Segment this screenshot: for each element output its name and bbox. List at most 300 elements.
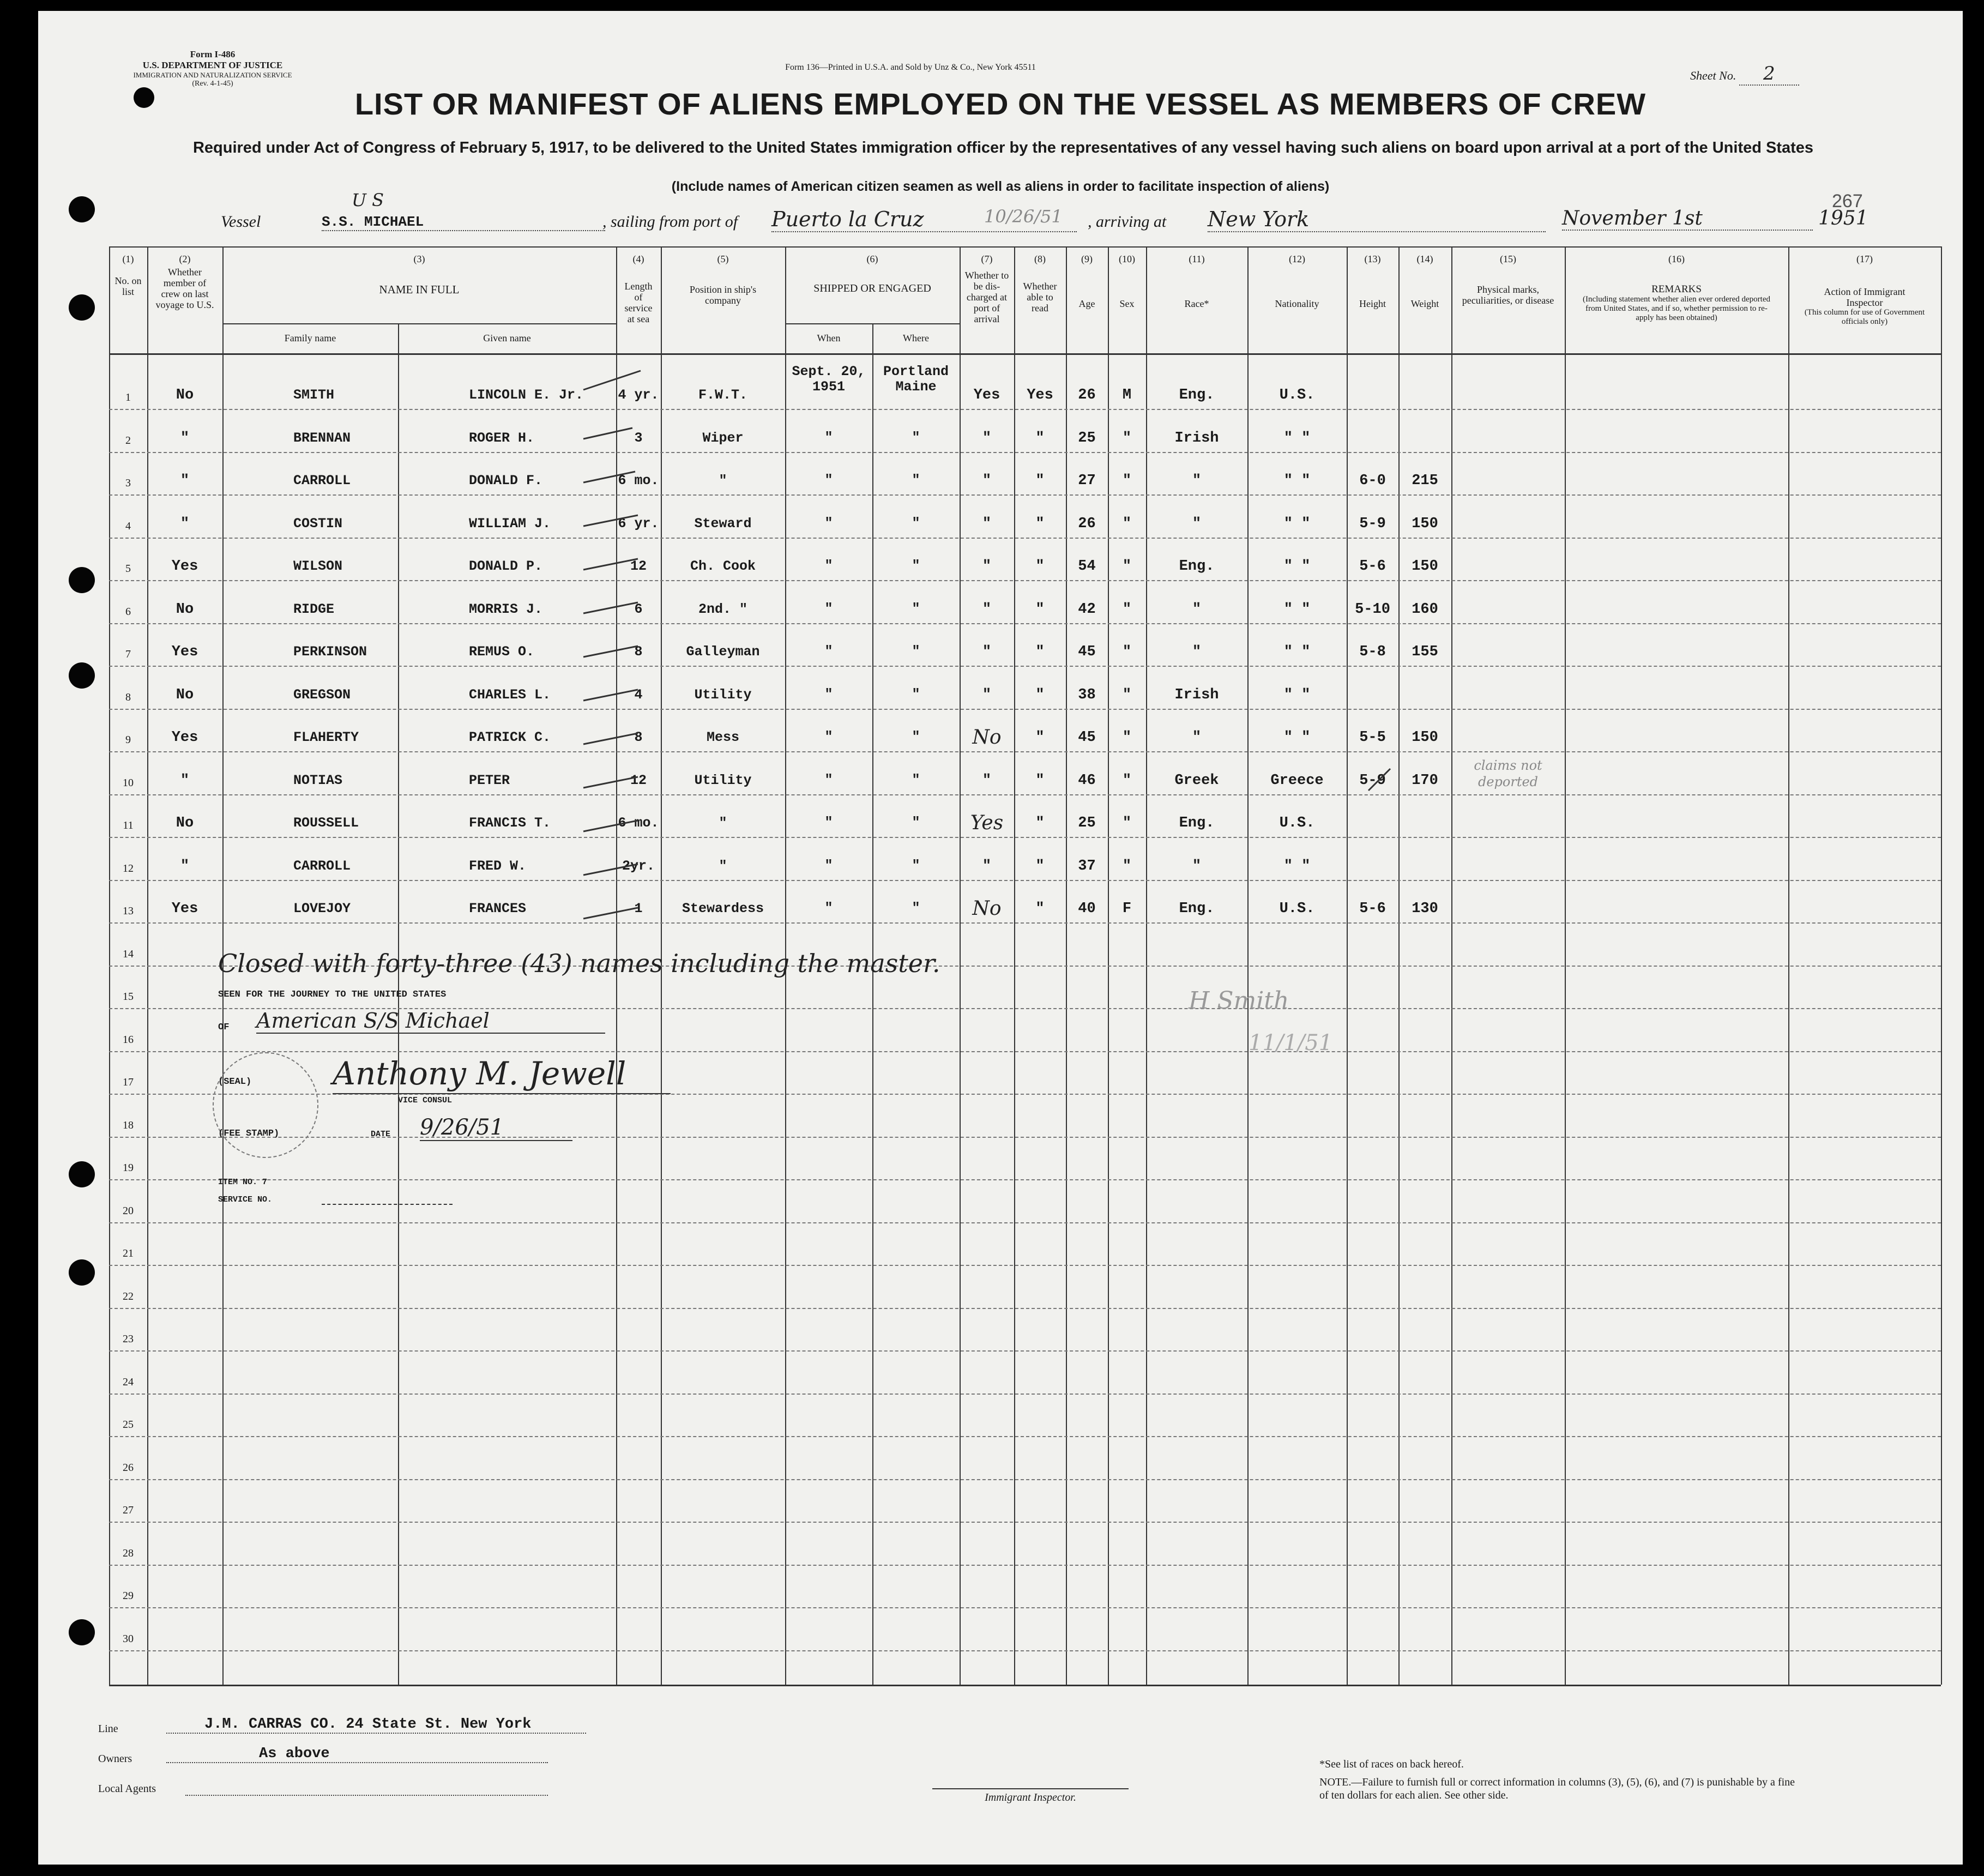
- row-number: 16: [123, 1033, 134, 1046]
- cell-crew: Yes: [171, 729, 198, 746]
- cell-race: ": [1192, 858, 1202, 874]
- cell-nationality: U.S.: [1279, 901, 1315, 917]
- cell-age: 27: [1078, 473, 1096, 489]
- cell-when: ": [824, 857, 833, 873]
- row-number: 6: [125, 605, 131, 618]
- cell-where: ": [912, 815, 920, 830]
- sheet-number: 2: [1739, 63, 1799, 86]
- cell-nationality: " ": [1283, 558, 1311, 575]
- cell-nationality: " ": [1283, 515, 1311, 532]
- col-num: (11): [1189, 254, 1205, 264]
- of-value: American S/S Michael: [256, 1009, 605, 1034]
- col-label: Sex: [1119, 298, 1135, 309]
- cell-sex: ": [1122, 729, 1132, 746]
- cell-discharged: ": [982, 473, 992, 489]
- cell-discharged: ": [982, 515, 992, 532]
- include-note: (Include names of American citizen seamen as well as aliens in order to facilitate inspection of aliens): [671, 179, 1330, 194]
- cell-where: ": [912, 515, 920, 531]
- signature-line: [333, 1093, 671, 1094]
- cell-family: CARROLL: [293, 473, 351, 488]
- row-number: 4: [125, 520, 131, 532]
- cell-discharged: No: [972, 726, 1002, 749]
- cell-when: ": [824, 515, 833, 531]
- cell-read: ": [1035, 558, 1045, 575]
- cell-crew: ": [180, 515, 190, 532]
- row-number: 2: [125, 434, 131, 447]
- cell-read: ": [1035, 686, 1045, 703]
- tick-marks: [38, 11, 1963, 1701]
- cell-discharged: Yes: [973, 387, 1000, 403]
- cell-nationality: " ": [1283, 729, 1311, 746]
- row-number: 21: [123, 1247, 134, 1259]
- cell-nationality: " ": [1283, 644, 1311, 660]
- cell-race: Eng.: [1179, 558, 1215, 575]
- col-num: (5): [717, 254, 729, 264]
- cell-sex: ": [1122, 558, 1132, 575]
- stamp-number: 267: [1832, 191, 1863, 212]
- tick-mark: [583, 515, 638, 526]
- cell-discharged: ": [982, 430, 992, 447]
- cell-read: ": [1035, 515, 1045, 532]
- tick-mark: [583, 559, 638, 570]
- inspector-line: [932, 1788, 1129, 1789]
- row-number: 15: [123, 991, 134, 1003]
- cell-given: ROGER H.: [469, 430, 535, 446]
- col-label: Whether to be dis-charged at port of arrival: [964, 270, 1009, 324]
- col-num: (6): [866, 254, 878, 264]
- cell-sex: ": [1122, 601, 1132, 618]
- cell-read: Yes: [1027, 387, 1053, 403]
- col-sub-family: Family name: [284, 333, 336, 343]
- cell-given: PATRICK C.: [469, 729, 551, 745]
- col-label: NAME IN FULL: [379, 283, 460, 296]
- row-number: 23: [123, 1333, 134, 1345]
- cell-race: ": [1192, 515, 1202, 532]
- row-number: 8: [125, 691, 131, 703]
- tick-mark: [583, 821, 638, 831]
- cell-when: ": [824, 429, 833, 445]
- cell-discharged: No: [972, 897, 1002, 920]
- cell-read: ": [1035, 473, 1045, 489]
- col-label: Length of service at sea: [624, 281, 653, 324]
- cell-crew: No: [176, 387, 194, 403]
- cell-nationality: " ": [1283, 430, 1311, 447]
- owners-value: As above: [166, 1746, 548, 1763]
- cell-read: ": [1035, 644, 1045, 660]
- cell-where: ": [912, 643, 920, 659]
- cell-given: DONALD P.: [469, 558, 543, 574]
- vessel-label: Vessel: [221, 213, 261, 231]
- cell-service: 6 yr.: [618, 515, 659, 532]
- cell-age: 25: [1078, 815, 1096, 831]
- cell-race: Irish: [1174, 430, 1219, 447]
- col-label: Whether member of crew on last voyage to U.S.: [155, 267, 214, 310]
- col-num: (13): [1364, 254, 1381, 264]
- cell-when: ": [824, 771, 833, 788]
- arrival-date: November 1st: [1562, 207, 1813, 231]
- arriving-label: , arriving at: [1088, 213, 1167, 231]
- cell-where: ": [912, 429, 920, 445]
- tick-mark: [583, 602, 638, 613]
- cell-when: ": [824, 729, 833, 745]
- cell-when: ": [824, 643, 833, 659]
- cell-race: ": [1192, 601, 1202, 618]
- cell-when: Sept. 20, 1951: [792, 364, 866, 395]
- date-label: DATE: [371, 1130, 391, 1139]
- cell-family: LOVEJOY: [293, 901, 351, 916]
- cell-given: DONALD F.: [469, 473, 543, 488]
- col-label: Race*: [1184, 298, 1209, 309]
- printer-line: Form 136—Printed in U.S.A. and Sold by Unz & Co., New York 45511: [785, 63, 1036, 72]
- row-number: 22: [123, 1290, 134, 1302]
- cell-crew: ": [180, 430, 190, 447]
- row-number: 13: [123, 905, 134, 917]
- fee-stamp-label: (FEE STAMP): [218, 1129, 280, 1139]
- row-number: 17: [123, 1076, 134, 1088]
- line-label: Line: [98, 1723, 118, 1735]
- cell-family: COSTIN: [293, 515, 343, 532]
- cell-family: CARROLL: [293, 858, 351, 874]
- cell-crew: Yes: [171, 644, 198, 660]
- col-label: No. on list: [114, 275, 142, 297]
- cell-crew: Yes: [171, 558, 198, 575]
- cell-sex: F: [1122, 901, 1132, 917]
- cell-age: 38: [1078, 686, 1096, 703]
- cell-position: Mess: [706, 729, 739, 745]
- col-num: (2): [179, 254, 191, 264]
- line-value: J.M. CARRAS CO. 24 State St. New York: [166, 1716, 586, 1734]
- cell-service: 12: [630, 558, 647, 574]
- row-number: 24: [123, 1376, 134, 1388]
- cell-discharged: ": [982, 858, 992, 874]
- cell-race: Eng.: [1179, 901, 1215, 917]
- cell-sex: ": [1122, 515, 1132, 532]
- row-number: 10: [123, 776, 134, 789]
- cell-family: RIDGE: [293, 601, 335, 617]
- cell-age: 46: [1078, 772, 1096, 789]
- vessel-annotation: U S: [352, 190, 384, 210]
- tick-mark: [583, 733, 638, 744]
- agents-line: [185, 1795, 548, 1796]
- cell-weight: 150: [1412, 558, 1438, 575]
- cell-nationality: U.S.: [1279, 815, 1315, 831]
- cell-given: PETER: [469, 772, 510, 788]
- item-label: ITEM NO. 7: [218, 1178, 268, 1187]
- col-num: (8): [1034, 254, 1046, 264]
- cell-race: ": [1192, 473, 1202, 489]
- col-num: (16): [1668, 254, 1685, 264]
- consul-seal: [213, 1052, 318, 1158]
- cell-height: 5-9: [1359, 515, 1386, 532]
- cell-age: 45: [1078, 644, 1096, 660]
- cell-race: Eng.: [1179, 387, 1215, 403]
- cell-discharged: ": [982, 644, 992, 660]
- cell-read: ": [1035, 729, 1045, 746]
- row-number: 5: [125, 563, 131, 575]
- arriving-port: New York: [1208, 207, 1546, 232]
- cell-race: Irish: [1174, 686, 1219, 703]
- sailing-port: Puerto la Cruz: [771, 207, 1077, 232]
- cell-height: 5-8: [1359, 644, 1386, 660]
- cell-position: Galleyman: [686, 644, 760, 660]
- cell-discharged: ": [982, 686, 992, 703]
- cell-height: 5-6: [1359, 901, 1386, 917]
- cell-service: 8: [634, 644, 643, 660]
- col-label: Nationality: [1275, 298, 1319, 309]
- closed-note: Closed with forty-three (43) names including the master.: [218, 949, 940, 978]
- cell-age: 26: [1078, 515, 1096, 532]
- row-number: 12: [123, 862, 134, 874]
- cell-height: 5-9: [1359, 772, 1386, 789]
- cell-service: 6 mo.: [618, 473, 659, 488]
- col-label: SHIPPED OR ENGAGED: [813, 282, 931, 294]
- cell-age: 25: [1078, 430, 1096, 447]
- cell-position: ": [719, 473, 727, 488]
- col-num: (15): [1500, 254, 1516, 264]
- row-number: 11: [123, 819, 134, 831]
- cell-when: ": [824, 558, 833, 574]
- cell-given: CHARLES L.: [469, 686, 551, 703]
- cell-nationality: " ": [1283, 473, 1311, 489]
- cell-where: ": [912, 857, 920, 873]
- service-no-line: [322, 1204, 453, 1205]
- row-number: 30: [123, 1632, 134, 1645]
- row-number: 29: [123, 1590, 134, 1602]
- cell-age: 45: [1078, 729, 1096, 746]
- cell-given: LINCOLN E. Jr.: [469, 387, 584, 403]
- cell-read: ": [1035, 601, 1045, 618]
- col-label: Height: [1359, 298, 1386, 309]
- cell-race: ": [1192, 644, 1202, 660]
- cell-age: 40: [1078, 901, 1096, 917]
- cell-sex: ": [1122, 644, 1132, 660]
- col-label: Weight: [1410, 298, 1439, 309]
- col-label: Position in ship's company: [689, 284, 757, 306]
- cell-position: Utility: [694, 686, 752, 703]
- service-no-label: SERVICE NO.: [218, 1195, 273, 1204]
- cell-where: ": [912, 900, 920, 916]
- cell-where: ": [912, 472, 920, 488]
- cell-read: ": [1035, 901, 1045, 917]
- sailing-label: , sailing from port of: [602, 213, 738, 231]
- cell-family: BRENNAN: [293, 430, 351, 446]
- owners-label: Owners: [98, 1753, 132, 1765]
- cell-crew: ": [180, 772, 190, 789]
- cell-sex: ": [1122, 815, 1132, 831]
- cell-read: ": [1035, 430, 1045, 447]
- cell-given: FRED W.: [469, 858, 527, 874]
- row-number: 14: [123, 948, 134, 960]
- cell-service: 4: [634, 686, 643, 703]
- cell-weight: 130: [1412, 901, 1438, 917]
- tick-mark: [583, 690, 638, 701]
- col-num: (4): [632, 254, 644, 264]
- cell-weight: 215: [1412, 473, 1438, 489]
- col-sub-given: Given name: [483, 333, 531, 343]
- cell-discharged: ": [982, 558, 992, 575]
- cell-height: 5-5: [1359, 729, 1386, 746]
- cell-nationality: " ": [1283, 601, 1311, 618]
- cell-weight: 150: [1412, 515, 1438, 532]
- tick-mark: [583, 646, 638, 657]
- row-number: 7: [125, 648, 131, 660]
- consul-signature: Anthony M. Jewell: [333, 1055, 626, 1092]
- cell-where: Portland Maine: [883, 364, 949, 395]
- row-number: 9: [125, 734, 131, 746]
- service-tick-marks: [583, 371, 1390, 919]
- col-sub-when: When: [817, 333, 841, 343]
- cell-race: Greek: [1174, 772, 1219, 789]
- cell-service: 1: [634, 901, 643, 916]
- tick-mark: [583, 908, 638, 919]
- cell-family: NOTIAS: [293, 772, 343, 788]
- cell-position: Steward: [694, 515, 752, 532]
- cell-age: 26: [1078, 387, 1096, 403]
- cell-where: ": [912, 600, 920, 617]
- cell-discharged: Yes: [970, 812, 1004, 834]
- manifest-title: LIST OR MANIFEST OF ALIENS EMPLOYED ON THE VESSEL AS MEMBERS OF CREW: [354, 87, 1647, 121]
- cell-family: SMITH: [293, 387, 335, 403]
- cell-given: REMUS O.: [469, 644, 535, 660]
- col-num: (9): [1081, 254, 1093, 264]
- cell-when: ": [824, 472, 833, 488]
- form-number: Form I-486: [190, 49, 236, 59]
- cell-crew: ": [180, 858, 190, 874]
- col-num: (12): [1289, 254, 1305, 264]
- cell-crew: ": [180, 473, 190, 489]
- col-sub-note: (Including statement whether alien ever ordered deported from United States, and if so, whether permission to re-apply has been obtained): [1582, 295, 1771, 322]
- cell-nationality: U.S.: [1279, 387, 1315, 403]
- tick-mark: [583, 371, 641, 390]
- cell-height: 5-6: [1359, 558, 1386, 575]
- inspector-label: Immigrant Inspector.: [985, 1791, 1076, 1803]
- cell-height: 6-0: [1359, 473, 1386, 489]
- cell-family: GREGSON: [293, 686, 351, 703]
- cell-family: ROUSSELL: [293, 815, 359, 831]
- department: U.S. DEPARTMENT OF JUSTICE: [142, 60, 283, 70]
- cell-family: PERKINSON: [293, 644, 367, 660]
- arrival-year: 1951: [1818, 207, 1868, 230]
- cell-nationality: " ": [1283, 686, 1311, 703]
- cell-nationality: Greece: [1270, 772, 1324, 789]
- cell-family: WILSON: [293, 558, 343, 574]
- col-label: Whether able to read: [1023, 281, 1057, 313]
- cell-age: 54: [1078, 558, 1096, 575]
- col-num: (7): [981, 254, 993, 264]
- cell-position: ": [719, 858, 727, 874]
- col-label: REMARKS: [1651, 283, 1702, 295]
- cell-where: ": [912, 729, 920, 745]
- revision: (Rev. 4-1-45): [192, 80, 233, 88]
- inspector-initials: H Smith: [1189, 987, 1289, 1015]
- cell-height: 5-10: [1355, 601, 1390, 618]
- cell-given: WILLIAM J.: [469, 515, 551, 532]
- cell-where: ": [912, 771, 920, 788]
- inspector-date: 11/1/51: [1249, 1030, 1333, 1055]
- cell-family: FLAHERTY: [293, 729, 359, 745]
- col-num: (17): [1856, 254, 1873, 264]
- service-name: IMMIGRATION AND NATURALIZATION SERVICE: [133, 71, 292, 79]
- cell-crew: No: [176, 601, 194, 618]
- cell-sex: ": [1122, 686, 1132, 703]
- cell-given: MORRIS J.: [469, 601, 543, 617]
- cell-read: ": [1035, 815, 1045, 831]
- cell-when: ": [824, 686, 833, 702]
- sheet-label: Sheet No.: [1690, 69, 1736, 82]
- row-number: 26: [123, 1461, 134, 1474]
- tick-mark: [583, 472, 635, 482]
- row-number: 25: [123, 1419, 134, 1431]
- cell-when: ": [824, 815, 833, 830]
- sailing-date: 10/26/51: [984, 206, 1063, 227]
- cell-position: Wiper: [702, 430, 744, 446]
- cell-service: 2yr.: [622, 858, 655, 874]
- cell-service: 8: [634, 729, 643, 745]
- requirement-text: Required under Act of Congress of February 5, 1917, to be delivered to the United States immigration officer by the representatives of any vessel having such aliens on board upon arrival at a port of the United States: [192, 139, 1814, 156]
- consul-date: 9/26/51: [420, 1115, 572, 1141]
- cell-given: FRANCIS T.: [469, 815, 551, 831]
- cell-service: 12: [630, 772, 647, 788]
- cell-sex: ": [1122, 858, 1132, 874]
- tick-mark: [583, 428, 632, 439]
- col-label: Physical marks, peculiarities, or disease: [1462, 284, 1554, 306]
- cell-weight: 170: [1412, 772, 1438, 789]
- vessel-name: S.S. MICHAEL: [322, 214, 605, 231]
- cell-race: ": [1192, 729, 1202, 746]
- cell-discharged: ": [982, 772, 992, 789]
- cell-where: ": [912, 558, 920, 574]
- cell-position: Utility: [694, 772, 752, 788]
- tick-mark: [583, 864, 638, 875]
- cell-sex: ": [1122, 772, 1132, 789]
- cell-nationality: " ": [1283, 858, 1311, 874]
- row-number: 18: [123, 1119, 134, 1131]
- cell-age: 42: [1078, 601, 1096, 618]
- tick-mark: [1368, 769, 1390, 791]
- col-num: (14): [1416, 254, 1433, 264]
- col-sub-note: (This column for use of Government officials only): [1804, 308, 1925, 326]
- cell-age: 37: [1078, 858, 1096, 874]
- col-label: Action of Immigrant Inspector: [1824, 286, 1905, 308]
- cell-weight: 150: [1412, 729, 1438, 746]
- cell-read: ": [1035, 772, 1045, 789]
- cell-sex: ": [1122, 430, 1132, 447]
- manifest-page: [38, 11, 1963, 1865]
- col-num: (1): [122, 254, 134, 264]
- cell-sex: M: [1122, 387, 1132, 403]
- penalty-note: NOTE.—Failure to furnish full or correct information in columns (3), (5), (6), and (7) is punishable by a fine of ten dollars for each alien. See other side.: [1319, 1776, 1795, 1801]
- cell-service: 3: [634, 430, 643, 446]
- cell-when: ": [824, 600, 833, 617]
- row-number: 19: [123, 1162, 134, 1174]
- col-sub-where: Where: [903, 333, 929, 343]
- cell-position: Ch. Cook: [690, 558, 756, 574]
- col-num: (10): [1119, 254, 1135, 264]
- cell-service: 4 yr.: [618, 387, 659, 403]
- races-note: *See list of races on back hereof.: [1319, 1758, 1464, 1770]
- vice-consul-label: VICE CONSUL: [398, 1096, 453, 1105]
- cell-position: 2nd. ": [698, 601, 747, 617]
- seal-label: (SEAL): [218, 1077, 252, 1087]
- cell-crew: Yes: [171, 901, 198, 917]
- cell-where: ": [912, 686, 920, 702]
- cell-when: ": [824, 900, 833, 916]
- row-number: 20: [123, 1204, 134, 1217]
- cell-marks: claims not deported: [1474, 757, 1542, 789]
- cell-weight: 160: [1412, 601, 1438, 618]
- row-number: 27: [123, 1504, 134, 1516]
- row-number: 3: [125, 477, 131, 489]
